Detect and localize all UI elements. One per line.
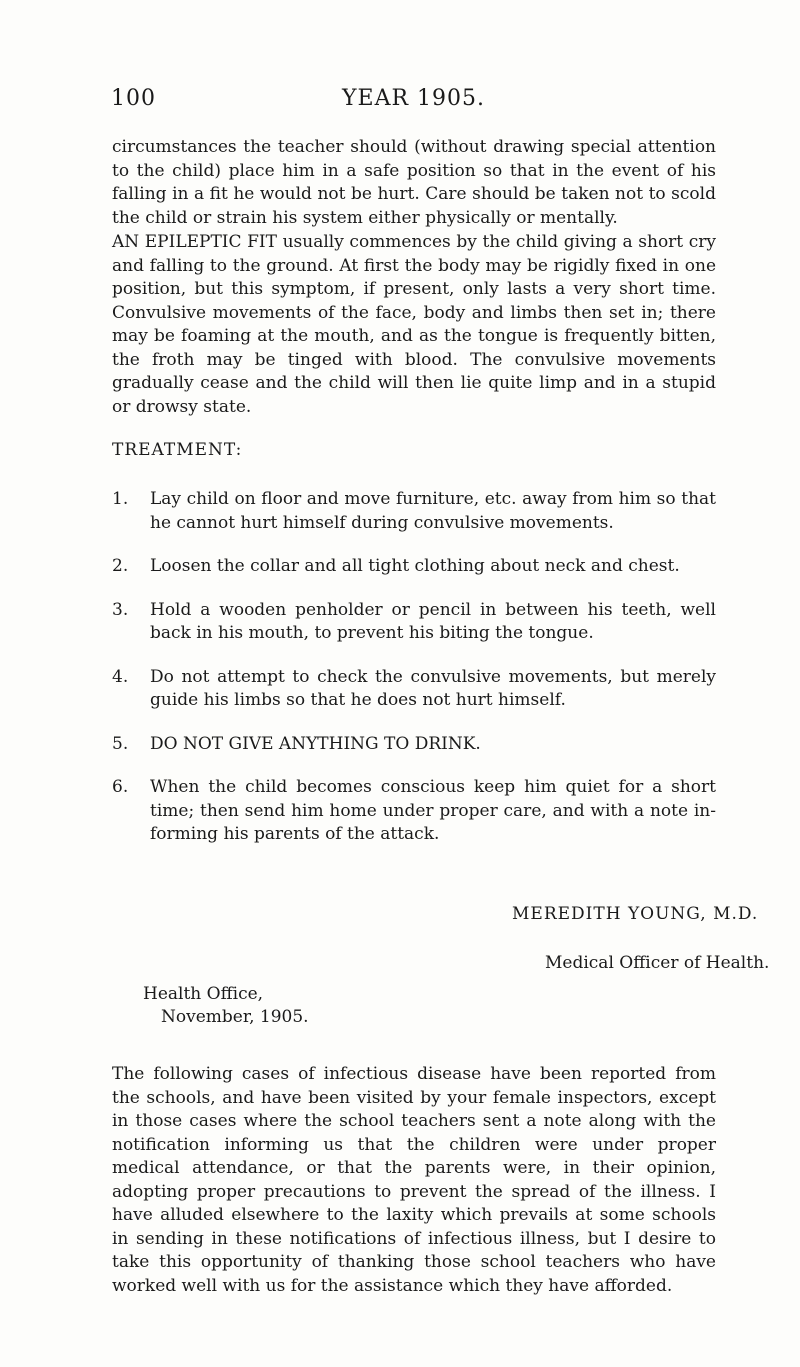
step-text: Lay child on floor and move furniture, etc. away from him so that he cannot hurt himself during convulsive movements. <box>150 489 716 533</box>
step-number: 3. <box>112 599 129 620</box>
step-number: 6. <box>112 777 129 797</box>
office-name: Health Office, <box>143 984 264 1004</box>
step-number: 4. <box>112 666 129 687</box>
step-text: DO NOT GIVE ANYTHING TO DRINK. <box>150 733 481 754</box>
treatment-heading: TREATMENT: <box>112 440 243 460</box>
signature-title: Medical Officer of Health. <box>545 953 770 973</box>
treatment-step <box>112 733 716 757</box>
running-title: YEAR 1905. <box>342 86 486 111</box>
office-date: November, 1905. <box>161 1007 309 1027</box>
step-number: 5. <box>112 733 129 754</box>
closing-paragraph: The following cases of infectious disease have been reported from the schools, and have been visited by your female inspectors, except in those cases where the school teachers sent a note along with the notification informing us that the children were under proper medical attendance, or that the parents were, in their opinion, adopting proper precautions to prevent the spread of the illness. I have alluded elsewhere to the laxity which prevails at some schools in sending in these notifications of infectious illness, but I desire to take this opportunity of thanking those school teachers who have worked well with us for the assistance which they have afforded. <box>112 1064 716 1296</box>
step-text: Do not attempt to check the convulsive movements, but merely guide his limbs so that he does not hurt himself. <box>150 666 716 710</box>
step-text: Hold a wooden penholder or pencil in between his teeth, well back in his mouth, to prevent his biting the tongue. <box>150 599 716 643</box>
step-text: When the child becomes conscious keep him quiet for a short time; then send him home under proper care, and with a note in-forming his parents of the attack. <box>150 777 716 844</box>
office-block <box>143 983 309 1029</box>
page-number: 100 <box>111 86 156 111</box>
step-number: 1. <box>112 489 129 509</box>
treatment-step <box>112 776 716 847</box>
treatment-step <box>112 666 716 713</box>
treatment-step <box>112 488 716 535</box>
epileptic-fit-paragraph: AN EPILEPTIC FIT usually commences by the child giving a short cry and falling to the ground. At first the body may be rigidly fixed in one position, but this symptom, if present, only lasts a very short time. Convulsive movements of the face, body and limbs then set in; there may be foaming at the mouth, and as the tongue is frequently bitten, the froth may be tinged with blood. The convulsive movements gradually cease and the child will then lie quite limp and in a stupid or drowsy state. <box>112 232 716 417</box>
treatment-steps <box>112 488 716 847</box>
treatment-step <box>112 555 716 579</box>
intro-paragraph: circumstances the teacher should (without drawing special attention to the child) place him in a safe position so that in the event of his falling in a fit he would not be hurt. Care should be taken not to scold the child or strain his system either physically or mentally. <box>112 137 716 228</box>
step-number: 2. <box>112 556 129 576</box>
running-head <box>0 86 800 120</box>
signature-name: MEREDITH YOUNG, M.D. <box>512 904 759 924</box>
treatment-step <box>112 599 716 646</box>
step-text: Loosen the collar and all tight clothing about neck and chest. <box>150 556 680 576</box>
